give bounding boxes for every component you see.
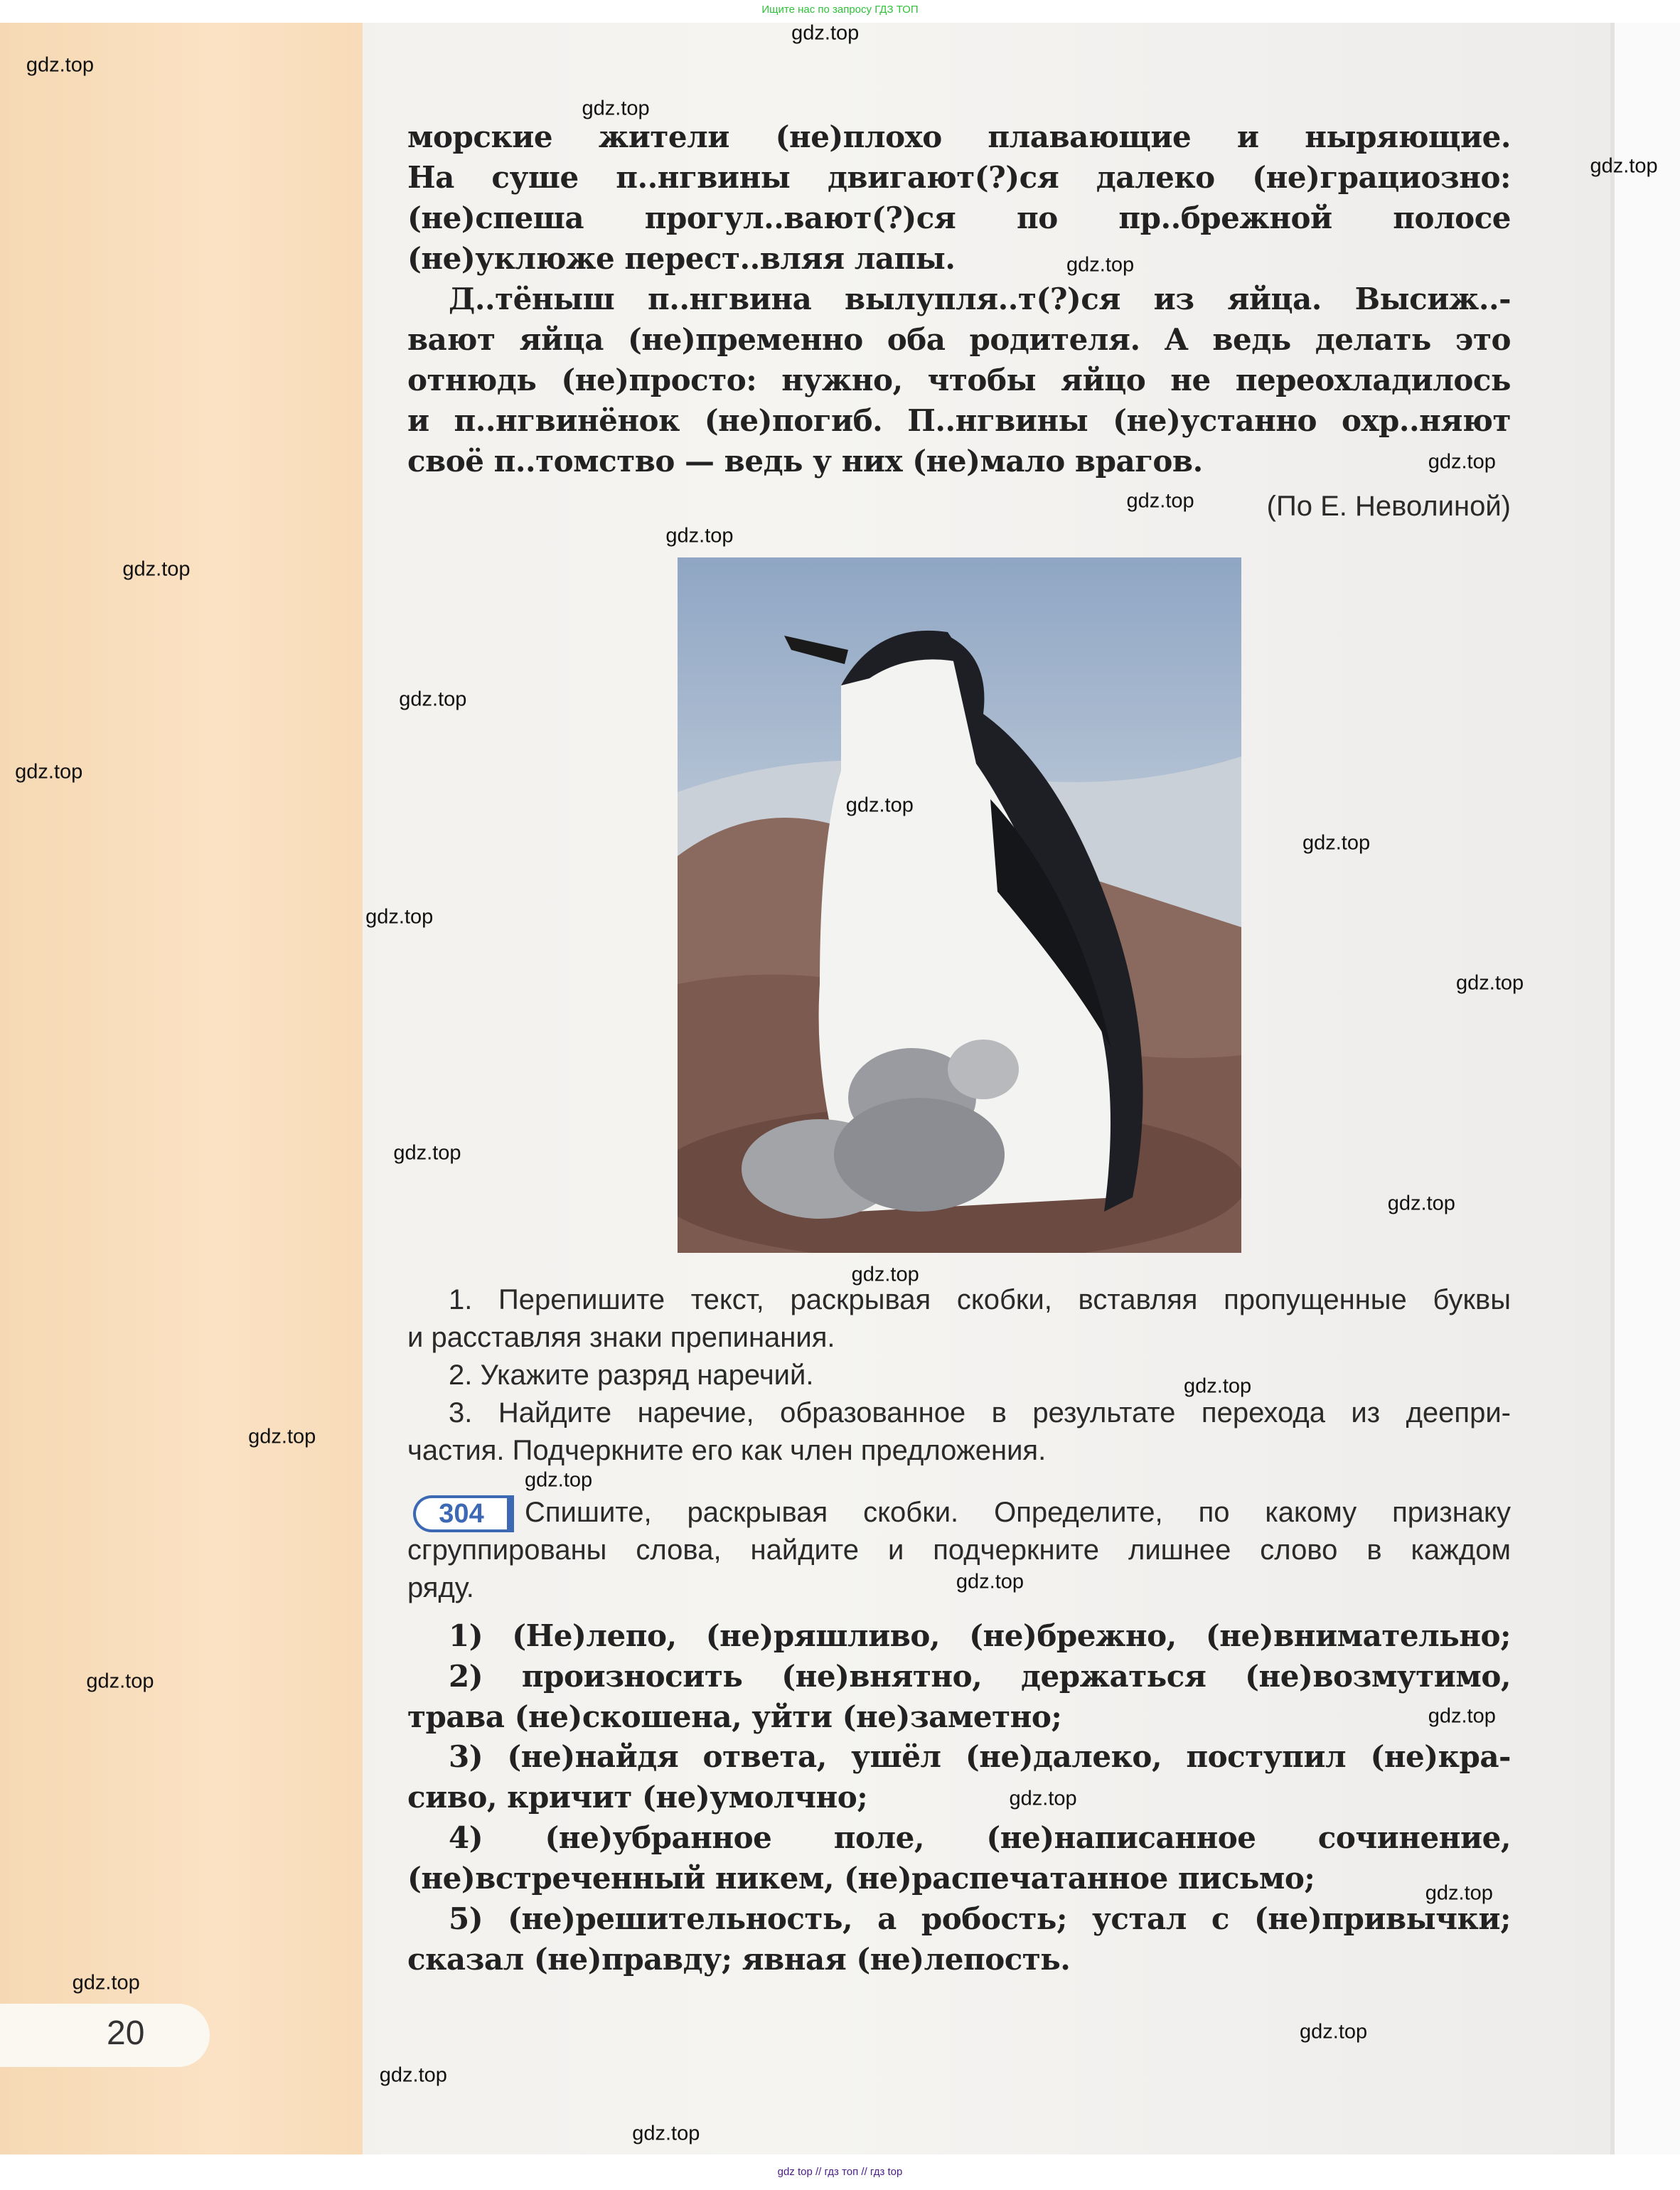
banner-text: Ищите нас по запросу ГДЗ ТОП: [761, 4, 919, 16]
page-margin-sidebar: [0, 23, 363, 2154]
watermark: gdz.top: [791, 21, 860, 45]
text-line: морские жители (не)плохо плавающие и ныряющие.: [407, 119, 1511, 154]
watermark: gdz.top: [379, 2063, 447, 2086]
watermark: gdz.top: [15, 760, 83, 784]
text-line: отнюдь (не)просто: нужно, чтобы яйцо не переохладилось: [407, 363, 1511, 397]
exercise-instruction: сгруппированы слова, найдите и подчеркните лишнее слово в каждом: [407, 1534, 1511, 1566]
exercise-item: (не)встреченный никем, (не)распечатанное письмо;: [407, 1861, 1315, 1896]
watermark: gdz.top: [665, 524, 734, 548]
watermark: gdz.top: [1428, 1704, 1496, 1728]
text-line: и п..нгвинёнок (не)погиб. П..нгвины (не)устанно охр..няют: [407, 403, 1511, 438]
watermark: gdz.top: [525, 1468, 593, 1492]
exercise-item: 2) произносить (не)внятно, держаться (не)возмутимо,: [449, 1659, 1511, 1694]
exercise-instruction: ряду.: [407, 1572, 474, 1603]
task-line: 3. Найдите наречие, образованное в результате перехода из деепри-: [449, 1397, 1511, 1428]
text-line: вают яйца (не)пременно оба родителя. А ведь делать это: [407, 322, 1511, 357]
watermark: gdz.top: [1126, 489, 1194, 513]
text-line: своё п..томство — ведь у них (не)мало врагов.: [407, 444, 1203, 479]
watermark: gdz.top: [399, 688, 467, 711]
exercise-number-badge: 304: [413, 1495, 514, 1532]
text-line: (не)спеша прогул..вают(?)ся по пр..брежной полосе: [407, 201, 1511, 235]
watermark: gdz.top: [1387, 1192, 1455, 1215]
task-line: и расставляя знаки препинания.: [407, 1322, 835, 1353]
watermark: gdz.top: [248, 1425, 316, 1448]
watermark: gdz.top: [582, 97, 650, 120]
watermark: gdz.top: [1066, 253, 1135, 277]
page-edge: [1610, 23, 1680, 2154]
watermark: gdz.top: [72, 1971, 140, 1994]
footer-bar: [0, 2154, 1680, 2190]
watermark: gdz.top: [1184, 1374, 1252, 1398]
text-line: (не)уклюже перест..вляя лапы.: [407, 241, 956, 276]
penguin-photo: [678, 557, 1241, 1253]
watermark: gdz.top: [1590, 154, 1658, 178]
exercise-item: 1) (Не)лепо, (не)ряшливо, (не)брежно, (не)внимательно;: [449, 1618, 1511, 1653]
exercise-item: 4) (не)убранное поле, (не)написанное сочинение,: [449, 1820, 1511, 1855]
watermark: gdz.top: [393, 1141, 461, 1165]
task-line: 2. Укажите разряд наречий.: [449, 1360, 814, 1391]
watermark: gdz.top: [1425, 1881, 1493, 1905]
text-line: На суше п..нгвины двигают(?)ся далеко (не)грациозно:: [407, 160, 1511, 195]
watermark: gdz.top: [1300, 2020, 1368, 2044]
watermark: gdz.top: [956, 1570, 1024, 1593]
text-line: Д..тёныш п..нгвина вылупля..т(?)ся из яйца. Высиж..-: [449, 282, 1511, 316]
watermark: gdz.top: [851, 1263, 919, 1286]
watermark: gdz.top: [845, 794, 914, 817]
watermark: gdz.top: [1302, 831, 1371, 855]
watermark: gdz.top: [26, 53, 95, 77]
exercise-item: 3) (не)найдя ответа, ушёл (не)далеко, поступил (не)кра-: [449, 1739, 1511, 1774]
watermark: gdz.top: [1456, 971, 1524, 995]
page-number: 20: [107, 2014, 145, 2052]
watermark: gdz.top: [1009, 1787, 1077, 1810]
exercise-item: 5) (не)решительность, а робость; устал с (не)привычки;: [449, 1901, 1511, 1936]
attribution: (По Е. Неволиной): [1266, 491, 1511, 522]
watermark: gdz.top: [365, 905, 434, 929]
watermark: gdz.top: [1428, 450, 1496, 474]
top-banner: [0, 0, 1680, 23]
watermark: gdz.top: [122, 557, 191, 581]
watermark: gdz.top: [632, 2122, 700, 2145]
exercise-item: сиво, кричит (не)умолчно;: [407, 1780, 868, 1815]
exercise-item: сказал (не)правду; явная (не)лепость.: [407, 1942, 1071, 1977]
task-line: частия. Подчеркните его как член предложения.: [407, 1435, 1047, 1466]
task-line: 1. Перепишите текст, раскрывая скобки, вставляя пропущенные буквы: [449, 1284, 1511, 1315]
page-number-tab: [0, 2004, 210, 2067]
footer-text: gdz top // гдз топ // гдз top: [777, 2166, 903, 2178]
watermark: gdz.top: [86, 1670, 154, 1693]
exercise-item: трава (не)скошена, уйти (не)заметно;: [407, 1699, 1062, 1734]
exercise-instruction: Спишите, раскрывая скобки. Определите, по какому признаку: [525, 1497, 1511, 1528]
